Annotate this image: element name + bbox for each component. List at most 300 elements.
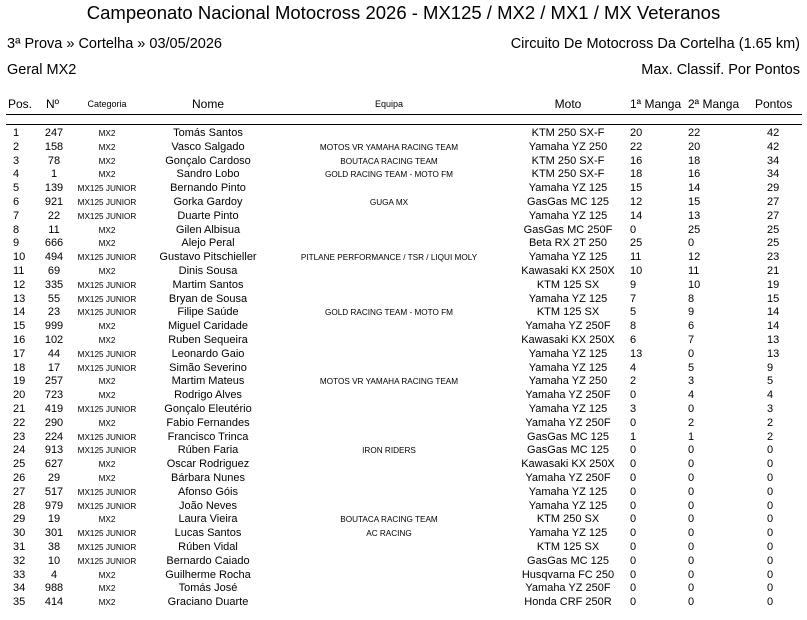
- cell-manga2: 0: [688, 582, 695, 595]
- cell-moto: Honda CRF 250R: [524, 596, 612, 609]
- cell-nome: Dinis Sousa: [178, 265, 238, 277]
- cell-nome: Gorka Gardoy: [173, 196, 243, 208]
- table-row: [0, 472, 807, 486]
- cell-num: 257: [44, 375, 64, 388]
- cell-pontos: 0: [767, 458, 774, 471]
- cell-manga1: 5: [630, 306, 637, 319]
- cell-pos: 35: [13, 596, 26, 609]
- header-equipa: Equipa: [374, 99, 404, 109]
- cell-pos: 29: [13, 513, 26, 526]
- cell-manga2: 7: [688, 334, 695, 346]
- cell-moto: KTM 125 SX: [536, 541, 600, 553]
- cell-manga2: 0: [688, 513, 695, 526]
- cell-moto: KTM 250 SX: [536, 513, 600, 526]
- cell-moto: Kawasaki KX 250X: [521, 334, 615, 346]
- cell-manga1: 0: [630, 554, 637, 567]
- cell-manga2: 0: [688, 527, 695, 540]
- cell-categoria: MX2: [98, 142, 116, 152]
- header-manga1: 1ª Manga: [630, 97, 682, 111]
- cell-manga2: 12: [688, 251, 701, 264]
- table-row: [0, 569, 807, 583]
- cell-manga1: 0: [630, 458, 637, 471]
- cell-manga1: 8: [630, 320, 637, 333]
- table-row: [0, 417, 807, 431]
- cell-num: 419: [44, 403, 64, 415]
- cell-pos: 25: [13, 458, 26, 471]
- cell-num: 224: [44, 430, 64, 443]
- cell-manga1: 0: [630, 527, 637, 540]
- cell-pontos: 0: [767, 554, 774, 567]
- cell-nome: Gilen Albisua: [175, 223, 241, 236]
- cell-manga2: 0: [688, 485, 695, 498]
- cell-moto: Yamaha YZ 250: [528, 375, 608, 388]
- cell-moto: Yamaha YZ 125: [528, 251, 608, 264]
- table-row: [0, 141, 807, 155]
- cell-pontos: 42: [767, 140, 780, 153]
- table-row: [0, 362, 807, 376]
- cell-pontos: 4: [767, 389, 774, 402]
- cell-pos: 14: [13, 306, 26, 319]
- cell-pontos: 0: [767, 568, 774, 581]
- cell-pontos: 0: [767, 485, 774, 498]
- cell-categoria: MX125 JUNIOR: [77, 294, 137, 304]
- cell-pos: 23: [13, 430, 26, 443]
- cell-pontos: 21: [767, 265, 780, 277]
- cell-nome: Martim Santos: [172, 278, 244, 291]
- cell-manga1: 25: [630, 237, 643, 250]
- cell-categoria: MX2: [98, 391, 116, 401]
- cell-pos: 16: [13, 334, 26, 346]
- table-row: [0, 251, 807, 265]
- cell-equipa: BOUTACA RACING TEAM: [340, 156, 438, 166]
- cell-pos: 17: [13, 347, 26, 360]
- cell-manga1: 0: [630, 444, 637, 457]
- cell-num: 301: [44, 527, 64, 540]
- table-row: [0, 127, 807, 141]
- cell-categoria: MX2: [98, 239, 116, 249]
- cell-manga2: 0: [688, 458, 695, 471]
- cell-num: 517: [44, 485, 64, 498]
- cell-manga1: 15: [630, 182, 643, 195]
- cell-equipa: GOLD RACING TEAM - MOTO FM: [325, 170, 453, 180]
- cell-pontos: 15: [767, 292, 780, 305]
- cell-nome: Bárbara Nunes: [171, 472, 245, 484]
- header-manga2: 2ª Manga: [688, 97, 740, 111]
- cell-manga2: 0: [688, 403, 695, 415]
- cell-categoria: MX125 JUNIOR: [77, 432, 137, 442]
- cell-manga1: 10: [630, 265, 643, 277]
- cell-pontos: 34: [767, 154, 780, 167]
- cell-pontos: 0: [767, 499, 774, 512]
- cell-manga2: 22: [688, 127, 701, 139]
- table-row: [0, 182, 807, 196]
- cell-num: 78: [47, 154, 61, 167]
- cell-pontos: 5: [767, 375, 774, 388]
- cell-pos: 9: [13, 237, 20, 250]
- table-row: [0, 210, 807, 224]
- header-categoria: Categoria: [87, 99, 127, 109]
- cell-pos: 3: [13, 154, 20, 167]
- cell-moto: Kawasaki KX 250X: [521, 458, 615, 471]
- cell-categoria: MX2: [98, 584, 116, 594]
- cell-moto: Yamaha YZ 125: [528, 292, 608, 305]
- cell-pontos: 13: [767, 347, 780, 360]
- table-row: [0, 375, 807, 389]
- cell-moto: GasGas MC 125: [527, 444, 609, 457]
- cell-num: 55: [47, 292, 61, 305]
- cell-num: 158: [44, 140, 64, 153]
- cell-nome: Simão Severino: [169, 361, 247, 374]
- cell-num: 102: [44, 334, 64, 346]
- cell-num: 19: [47, 513, 61, 526]
- cell-categoria: MX125 JUNIOR: [77, 529, 137, 539]
- cell-categoria: MX2: [98, 322, 116, 332]
- cell-equipa: IRON RIDERS: [362, 446, 416, 456]
- cell-categoria: MX125 JUNIOR: [77, 501, 137, 511]
- table-row: [0, 431, 807, 445]
- cell-equipa: MOTOS VR YAMAHA RACING TEAM: [319, 377, 459, 387]
- header-divider-top: [6, 114, 802, 115]
- cell-moto: Yamaha YZ 125: [528, 361, 608, 374]
- cell-manga1: 11: [630, 251, 642, 264]
- cell-moto: Yamaha YZ 250F: [525, 582, 611, 595]
- cell-nome: Vasco Salgado: [171, 140, 245, 153]
- cell-moto: KTM 250 SX-F: [531, 127, 605, 139]
- cell-pos: 26: [13, 472, 26, 484]
- cell-manga1: 4: [630, 361, 637, 374]
- table-row: [0, 237, 807, 251]
- cell-pontos: 3: [767, 403, 774, 415]
- cell-manga1: 20: [630, 127, 643, 139]
- cell-nome: Martim Mateus: [171, 375, 245, 388]
- cell-categoria: MX125 JUNIOR: [77, 184, 137, 194]
- cell-pos: 8: [13, 223, 20, 236]
- cell-manga2: 0: [688, 596, 695, 609]
- cell-num: 17: [47, 361, 61, 374]
- table-row: [0, 155, 807, 169]
- cell-pontos: 34: [767, 168, 780, 181]
- cell-nome: Rodrigo Alves: [174, 389, 242, 402]
- cell-pontos: 42: [767, 127, 780, 139]
- cell-num: 38: [47, 541, 61, 553]
- cell-manga1: 13: [630, 347, 643, 360]
- cell-moto: Yamaha YZ 125: [528, 347, 608, 360]
- cell-manga2: 0: [688, 444, 695, 457]
- cell-moto: Husqvarna FC 250: [521, 568, 615, 581]
- cell-pos: 18: [13, 361, 26, 374]
- circuit-info: Circuito De Motocross Da Cortelha (1.65 km): [510, 36, 800, 52]
- cell-nome: Tomás José: [178, 582, 238, 595]
- cell-equipa: BOUTACA RACING TEAM: [340, 515, 438, 525]
- table-row: [0, 293, 807, 307]
- cell-moto: Yamaha YZ 125: [528, 527, 608, 540]
- table-row: [0, 458, 807, 472]
- cell-manga2: 0: [688, 499, 695, 512]
- cell-pos: 6: [13, 196, 20, 208]
- cell-categoria: MX2: [98, 460, 116, 470]
- cell-manga1: 16: [630, 154, 643, 167]
- cell-pontos: 19: [767, 278, 780, 291]
- cell-manga1: 2: [630, 375, 637, 388]
- table-row: [0, 279, 807, 293]
- cell-num: 4: [50, 568, 58, 581]
- cell-nome: Gonçalo Cardoso: [165, 154, 251, 167]
- cell-nome: Lucas Santos: [174, 527, 242, 540]
- table-row: [0, 168, 807, 182]
- cell-categoria: MX125 JUNIOR: [77, 280, 137, 290]
- cell-num: 290: [44, 416, 64, 429]
- cell-categoria: MX2: [98, 156, 116, 166]
- cell-pontos: 0: [767, 472, 774, 484]
- table-row: [0, 513, 807, 527]
- cell-nome: Tomás Santos: [173, 127, 243, 139]
- cell-manga1: 18: [630, 168, 643, 181]
- cell-num: 414: [44, 596, 64, 609]
- cell-categoria: MX125 JUNIOR: [77, 253, 137, 263]
- cell-manga2: 0: [688, 472, 695, 484]
- cell-categoria: MX125 JUNIOR: [77, 446, 137, 456]
- table-row: [0, 265, 807, 279]
- header-pontos: Pontos: [755, 97, 793, 111]
- cell-manga2: 0: [688, 541, 695, 553]
- page-title: Campeonato Nacional Motocross 2026 - MX125 / MX2 / MX1 / MX Veteranos: [86, 2, 721, 23]
- cell-num: 22: [47, 209, 61, 222]
- cell-categoria: MX2: [98, 225, 116, 235]
- cell-manga2: 4: [688, 389, 695, 402]
- classification-title: Geral MX2: [7, 62, 77, 78]
- table-row: [0, 541, 807, 555]
- cell-manga2: 8: [688, 292, 695, 305]
- cell-pos: 15: [13, 320, 26, 333]
- cell-nome: Filipe Saúde: [177, 306, 239, 319]
- cell-pontos: 0: [767, 541, 774, 553]
- cell-pos: 31: [13, 541, 26, 553]
- cell-pos: 28: [13, 499, 26, 512]
- cell-manga2: 0: [688, 554, 695, 567]
- table-row: [0, 500, 807, 514]
- cell-nome: Afonso Góis: [178, 485, 238, 498]
- cell-categoria: MX2: [98, 418, 116, 428]
- cell-manga2: 16: [688, 168, 701, 181]
- cell-moto: GasGas MC 125: [527, 196, 609, 208]
- cell-nome: Alejo Peral: [181, 237, 235, 250]
- cell-num: 627: [44, 458, 64, 471]
- cell-pontos: 0: [767, 513, 774, 526]
- cell-manga2: 25: [688, 223, 701, 236]
- cell-manga2: 3: [688, 375, 695, 388]
- classification-criteria: Max. Classif. Por Pontos: [641, 62, 800, 78]
- cell-moto: KTM 125 SX: [536, 306, 600, 319]
- cell-nome: Rúben Vidal: [178, 541, 238, 553]
- table-row: [0, 306, 807, 320]
- event-info: 3ª Prova » Cortelha » 03/05/2026: [7, 36, 222, 52]
- cell-num: 1: [50, 168, 58, 181]
- cell-categoria: MX2: [98, 570, 116, 580]
- cell-nome: Sandro Lobo: [176, 168, 240, 181]
- cell-manga2: 0: [688, 237, 695, 250]
- cell-equipa: GOLD RACING TEAM - MOTO FM: [325, 308, 453, 318]
- cell-moto: GasGas MC 125: [527, 554, 609, 567]
- header-divider-bottom: [6, 124, 802, 125]
- cell-manga1: 0: [630, 568, 637, 581]
- cell-nome: Guilherme Rocha: [165, 568, 251, 581]
- cell-num: 494: [44, 251, 64, 264]
- cell-nome: Oscar Rodriguez: [166, 458, 250, 471]
- cell-categoria: MX125 JUNIOR: [77, 349, 137, 359]
- cell-manga2: 13: [688, 209, 701, 222]
- cell-manga2: 1: [688, 430, 695, 443]
- cell-categoria: MX125 JUNIOR: [77, 363, 137, 373]
- cell-moto: Yamaha YZ 250: [528, 140, 608, 153]
- cell-moto: Beta RX 2T 250: [528, 237, 608, 250]
- cell-nome: Duarte Pinto: [177, 209, 239, 222]
- table-row: [0, 486, 807, 500]
- table-row: [0, 196, 807, 210]
- cell-moto: Yamaha YZ 250F: [525, 320, 611, 333]
- cell-pontos: 23: [767, 251, 780, 264]
- cell-moto: Yamaha YZ 250F: [525, 472, 611, 484]
- cell-pontos: 14: [767, 320, 780, 333]
- cell-moto: Yamaha YZ 125: [528, 485, 608, 498]
- cell-manga1: 14: [630, 209, 643, 222]
- header-pos: Pos.: [8, 97, 33, 111]
- cell-categoria: MX2: [98, 598, 116, 608]
- cell-pontos: 9: [767, 361, 774, 374]
- cell-manga2: 6: [688, 320, 695, 333]
- cell-pontos: 2: [767, 416, 774, 429]
- cell-moto: Yamaha YZ 125: [528, 499, 608, 512]
- cell-moto: Yamaha YZ 125: [528, 209, 608, 222]
- cell-num: 29: [47, 472, 61, 484]
- cell-moto: GasGas MC 250F: [523, 223, 613, 236]
- cell-manga1: 0: [630, 389, 637, 402]
- cell-moto: Yamaha YZ 250F: [525, 416, 611, 429]
- cell-pos: 33: [13, 568, 26, 581]
- cell-equipa: PITLANE PERFORMANCE / TSR / LIQUI MOLY: [300, 253, 478, 263]
- cell-pos: 19: [13, 375, 26, 388]
- cell-categoria: MX125 JUNIOR: [77, 405, 137, 414]
- header-moto: Moto: [554, 97, 582, 111]
- cell-categoria: MX125 JUNIOR: [77, 198, 137, 207]
- cell-categoria: MX2: [98, 267, 116, 276]
- cell-manga1: 9: [630, 278, 637, 291]
- cell-pontos: 0: [767, 444, 774, 457]
- cell-num: 913: [44, 444, 64, 457]
- cell-num: 23: [47, 306, 61, 319]
- cell-pos: 4: [13, 168, 20, 181]
- cell-equipa: MOTOS VR YAMAHA RACING TEAM: [319, 142, 459, 152]
- cell-nome: Ruben Sequeira: [168, 334, 248, 346]
- cell-pos: 5: [13, 182, 20, 195]
- cell-manga1: 0: [630, 472, 637, 484]
- table-row: [0, 582, 807, 596]
- cell-nome: Bernardo Caiado: [166, 554, 250, 567]
- cell-pontos: 25: [767, 237, 780, 250]
- cell-manga2: 0: [688, 568, 695, 581]
- cell-manga1: 6: [630, 334, 637, 346]
- cell-pos: 24: [13, 444, 26, 457]
- cell-num: 921: [44, 196, 64, 208]
- cell-num: 999: [44, 320, 64, 333]
- cell-num: 335: [44, 278, 64, 291]
- cell-manga2: 5: [688, 361, 695, 374]
- cell-pontos: 25: [767, 223, 780, 236]
- cell-num: 44: [47, 347, 61, 360]
- cell-manga2: 0: [688, 347, 695, 360]
- table-row: [0, 348, 807, 362]
- cell-categoria: MX125 JUNIOR: [77, 487, 137, 497]
- cell-manga2: 15: [688, 196, 701, 208]
- cell-pos: 20: [13, 389, 26, 402]
- cell-manga1: 0: [630, 223, 637, 236]
- cell-nome: Gonçalo Eleutério: [164, 403, 252, 415]
- cell-manga2: 18: [688, 154, 701, 167]
- header-nome: Nome: [191, 97, 225, 111]
- table-row: [0, 334, 807, 348]
- cell-categoria: MX2: [98, 170, 116, 180]
- table-row: [0, 444, 807, 458]
- cell-categoria: MX125 JUNIOR: [77, 543, 137, 552]
- cell-pos: 12: [13, 278, 26, 291]
- cell-num: 979: [44, 499, 64, 512]
- cell-num: 247: [44, 127, 64, 139]
- table-row: [0, 555, 807, 569]
- cell-pos: 32: [13, 554, 26, 567]
- cell-manga1: 0: [630, 582, 637, 595]
- cell-pontos: 13: [767, 334, 780, 346]
- cell-manga2: 20: [688, 140, 701, 153]
- cell-pos: 11: [13, 265, 25, 277]
- cell-equipa: GUGA MX: [369, 198, 409, 207]
- cell-categoria: MX2: [98, 377, 116, 387]
- cell-pontos: 14: [767, 306, 780, 319]
- cell-manga1: 1: [630, 430, 637, 443]
- cell-nome: Francisco Trinca: [167, 430, 249, 443]
- cell-manga1: 0: [630, 596, 637, 609]
- cell-num: 69: [47, 265, 61, 277]
- cell-pos: 34: [13, 582, 26, 595]
- cell-nome: Laura Vieira: [178, 513, 238, 526]
- cell-nome: Bernando Pinto: [170, 182, 246, 195]
- cell-moto: Yamaha YZ 250F: [525, 389, 611, 402]
- table-row: [0, 596, 807, 610]
- cell-nome: Fabio Fernandes: [166, 416, 250, 429]
- cell-manga1: 7: [630, 292, 637, 305]
- cell-categoria: MX2: [98, 474, 116, 483]
- cell-manga1: 12: [630, 196, 643, 208]
- cell-num: 10: [47, 554, 61, 567]
- cell-manga2: 10: [688, 278, 701, 291]
- cell-categoria: MX125 JUNIOR: [77, 308, 137, 318]
- cell-manga2: 11: [688, 265, 700, 277]
- cell-manga1: 0: [630, 541, 637, 553]
- cell-manga2: 2: [688, 416, 695, 429]
- cell-moto: KTM 250 SX-F: [531, 154, 605, 167]
- cell-pos: 21: [13, 403, 26, 415]
- cell-pos: 1: [13, 127, 20, 139]
- cell-manga1: 0: [630, 416, 637, 429]
- cell-equipa: AC RACING: [366, 529, 412, 539]
- cell-categoria: MX125 JUNIOR: [77, 556, 137, 566]
- cell-moto: Yamaha YZ 125: [528, 182, 608, 195]
- table-row: [0, 320, 807, 334]
- cell-manga2: 14: [688, 182, 701, 195]
- cell-manga2: 9: [688, 306, 695, 319]
- cell-num: 11: [48, 223, 60, 236]
- cell-num: 723: [44, 389, 64, 402]
- cell-nome: Leonardo Gaio: [171, 347, 245, 360]
- cell-manga1: 0: [630, 513, 637, 526]
